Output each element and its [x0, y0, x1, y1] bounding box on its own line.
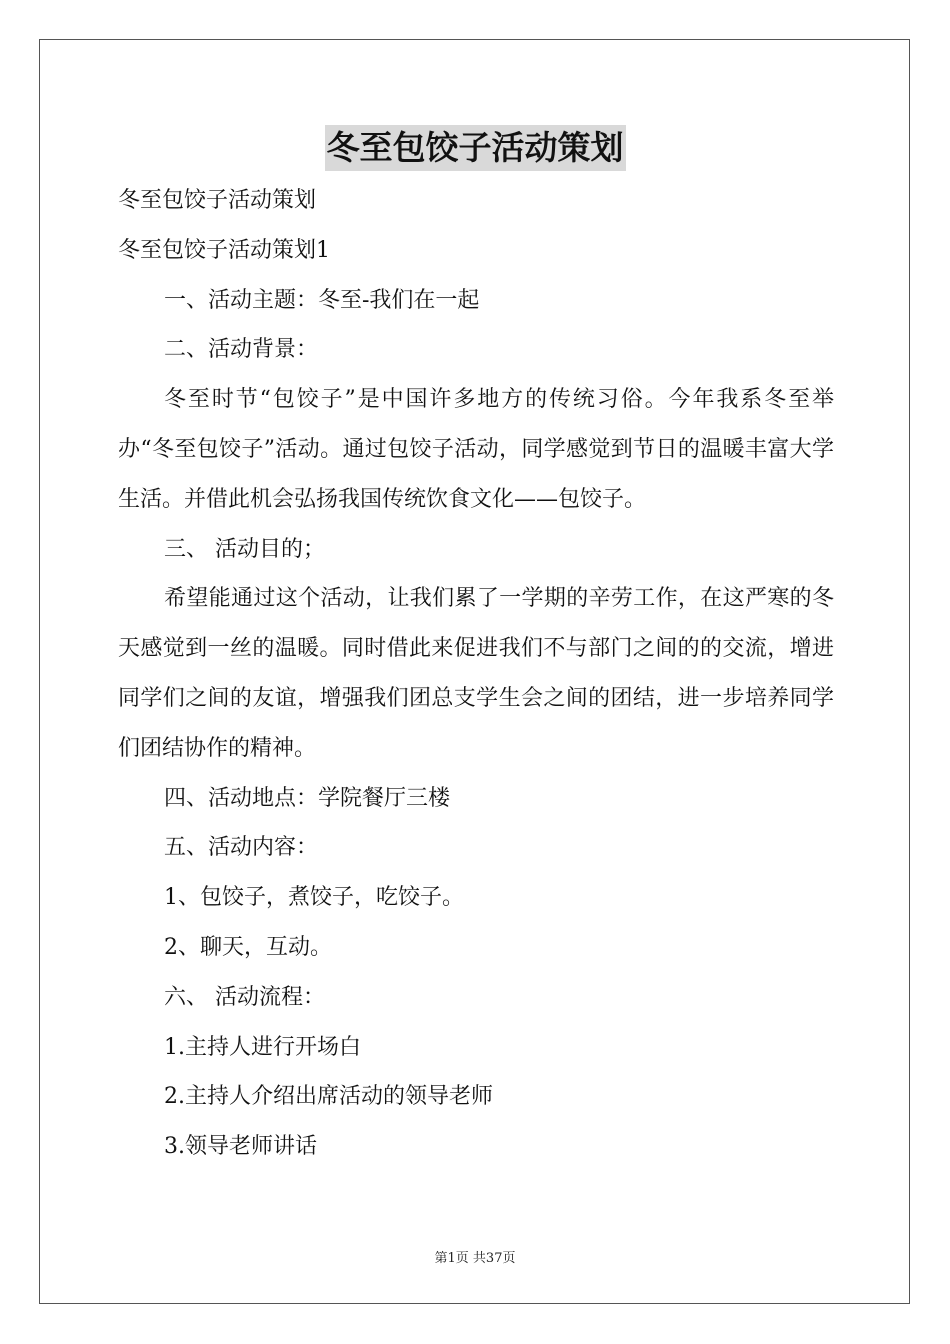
- paragraph-content-item-1: 1、包饺子，煮饺子，吃饺子。: [164, 885, 464, 911]
- paragraph-section-heading: 冬至包饺子活动策划1: [118, 237, 330, 263]
- paragraph-process-heading: 六、 活动流程：: [164, 984, 325, 1010]
- paragraph-subtitle: 冬至包饺子活动策划: [118, 188, 317, 213]
- paragraph-background-heading: 二、活动背景：: [164, 337, 319, 363]
- paragraph-process-step-2: 2.主持人介绍出席活动的领导老师: [164, 1084, 493, 1110]
- paragraph-process-step-1: 1.主持人进行开场白: [164, 1034, 361, 1060]
- paragraph-content-heading: 五、活动内容：: [164, 835, 319, 861]
- document-title: 冬至包饺子活动策划: [325, 125, 626, 171]
- paragraph-purpose: 希望能通过这个活动，让我们累了一学期的辛劳工作，在这严寒的冬天感觉到一丝的温暖。同时借此来促进我们不与部门之间的的交流，增进同学们之间的友谊，增强我们团总支学生会之间的团结，进一步培养同学们团结协作的精神。: [118, 586, 834, 761]
- paragraph-background: 冬至时节“包饺子”是中国许多地方的传统习俗。今年我系冬至举办“冬至包饺子”活动。通过包饺子活动，同学感觉到节日的温暖丰富大学生活。并借此机会弘扬我国传统饮食文化——包饺子。: [118, 387, 834, 512]
- document-body: [118, 176, 834, 1172]
- paragraph-content-item-2: 2、聊天，互动。: [164, 934, 332, 960]
- paragraph-theme: 一、活动主题：冬至-我们在一起: [164, 287, 480, 313]
- paragraph-process-step-3: 3.领导老师讲话: [164, 1134, 317, 1160]
- paragraph-location: 四、活动地点：学院餐厅三楼: [164, 785, 451, 811]
- page-footer: 第1页 共37页: [434, 1251, 516, 1266]
- title-container: [0, 125, 950, 171]
- paragraph-purpose-heading: 三、 活动目的；: [164, 536, 325, 562]
